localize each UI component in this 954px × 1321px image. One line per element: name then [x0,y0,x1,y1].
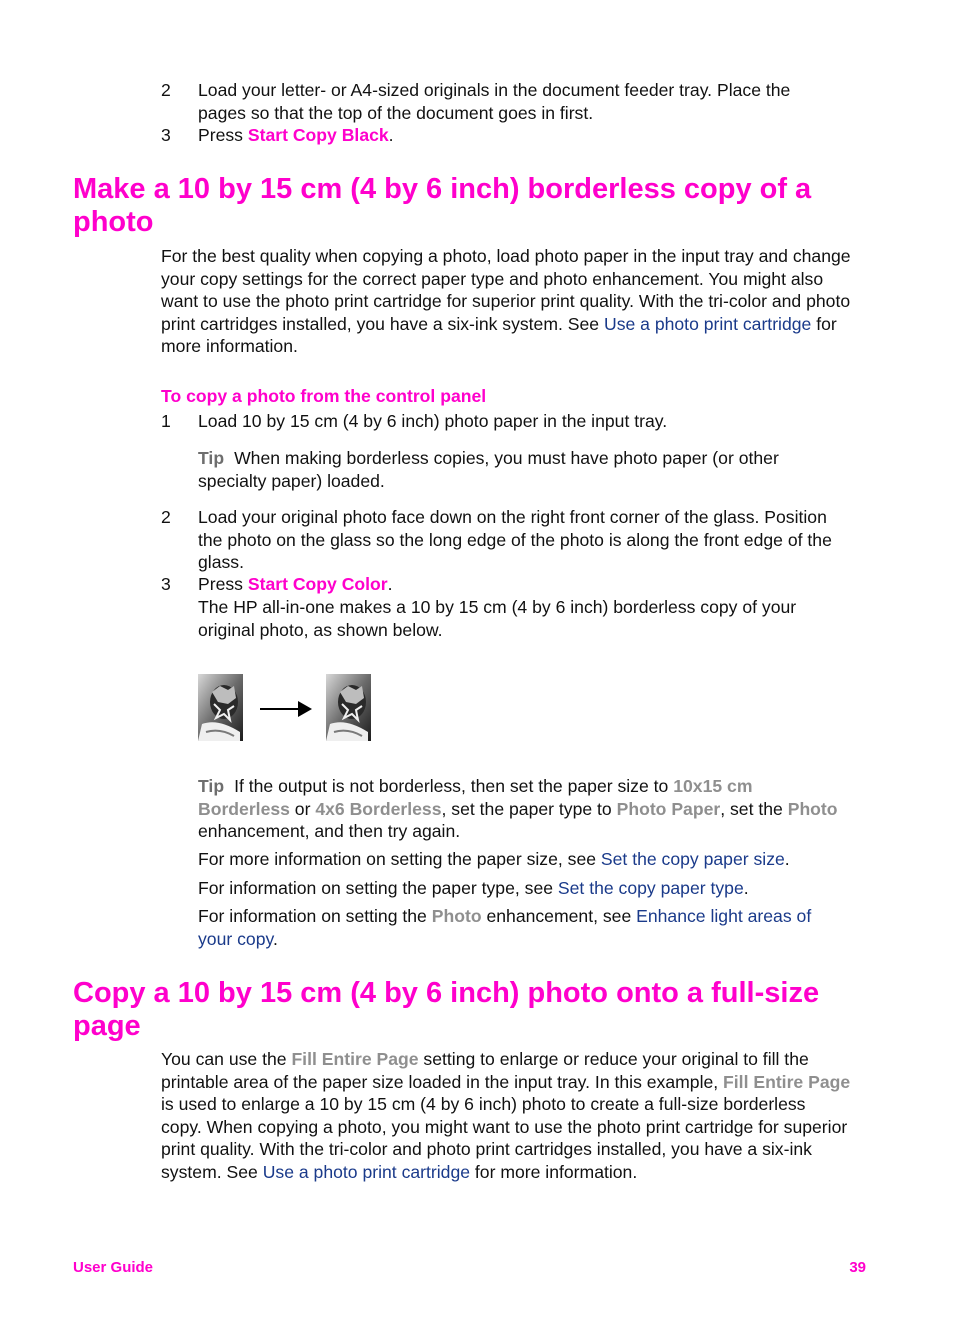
tip-note: Tip When making borderless copies, you must have photo paper (or other specialty paper) loaded. [198,448,779,491]
original-photo-image [198,674,243,741]
tip-label: Tip [198,776,225,796]
step-result: The HP all-in-one makes a 10 by 15 cm (4 by 6 inch) borderless copy of your original photo, as shown below. [198,597,797,640]
arrow-right-icon [258,698,314,720]
start-copy-black-command: Start Copy Black [247,125,389,145]
step-text: Press Start Copy Black. [198,125,394,145]
tip-label: Tip [198,448,225,468]
step-number: 3 [161,125,171,145]
step-number: 3 [161,574,171,594]
link-enhance-light-areas[interactable]: Enhance light areas of your copy [198,906,812,949]
step-number: 2 [161,507,171,527]
section-heading: Copy a 10 by 15 cm (4 by 6 inch) photo onto a full-size page [73,977,820,1042]
start-copy-color-command: Start Copy Color [247,574,388,594]
step-text: Load your original photo face down on the right front corner of the glass. Position the photo on the glass so the long edge of the photo is along the front edge of the glass. [198,507,832,572]
page-number: 39 [849,1259,866,1276]
info-paragraph: For information on setting the paper type, see Set the copy paper type. [198,878,749,898]
borderless-copy-image [326,674,371,741]
intro-paragraph: For the best quality when copying a photo, load photo paper in the input tray and change your copy settings for the correct paper type and photo enhancement. You might also want to use the photo print cartridge for superior print quality. With the tri-color and photo print cartridges installed, you have a six-ink system. See Use a photo print cartridge for more information. [161,246,851,356]
step-number: 2 [161,80,171,100]
info-paragraph: For information on setting the Photo enhancement, see Enhance light areas of your copy. [198,906,812,949]
procedure-heading: To copy a photo from the control panel [161,386,487,406]
section-paragraph: You can use the Fill Entire Page setting to enlarge or reduce your original to fill the printable area of the paper size loaded in the input tray. In this example, Fill Entire Page is used to enlarge a 10 by 15 cm (4 by 6 inch) photo to create a full-size borderless copy. When copying a photo, you might want to use the photo print cartridge for superior print quality. With the tri-color and photo print cartridges installed, you have a six-ink system. See Use a photo print cartridge for more information. [161,1049,851,1182]
step-text: Press Start Copy Color. [198,574,393,594]
link-use-photo-cartridge[interactable]: Use a photo print cartridge [262,1161,471,1182]
step-text: Load 10 by 15 cm (4 by 6 inch) photo paper in the input tray. [198,411,668,431]
link-set-copy-paper-type[interactable]: Set the copy paper type [557,878,744,898]
tip-note: Tip If the output is not borderless, then set the paper size to 10x15 cm Borderless or 4x6 Borderless, set the paper type to Photo Paper, set the Photo enhancement, and then try again. [198,776,838,841]
step-text: Load your letter- or A4-sized originals in the document feeder tray. Place the pages so that the top of the document goes in first. [198,80,791,123]
info-paragraph: For more information on setting the paper size, see Set the copy paper size. [198,849,790,869]
step-number: 1 [161,411,171,431]
footer-guide-title: User Guide [73,1259,154,1276]
link-use-photo-cartridge[interactable]: Use a photo print cartridge [603,313,812,334]
link-set-copy-paper-size[interactable]: Set the copy paper size [600,849,785,869]
section-heading: Make a 10 by 15 cm (4 by 6 inch) borderless copy of a photo [73,173,812,238]
